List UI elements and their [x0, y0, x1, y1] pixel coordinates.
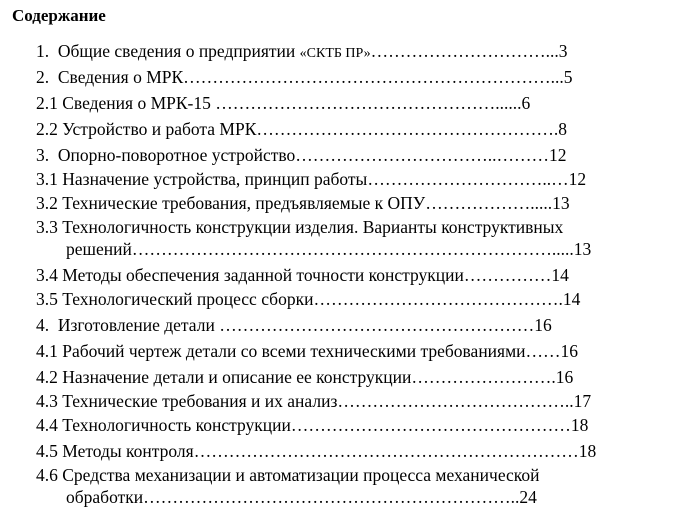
entry-title-continued: решений — [66, 239, 132, 259]
entry-page: ......6 — [495, 93, 531, 113]
entry-title: Назначение устройства, принцип работы — [62, 169, 368, 189]
entry-page: 16 — [555, 367, 574, 387]
entry-title: Опорно-поворотное устройство — [57, 145, 296, 165]
entry-page: 12 — [549, 145, 567, 165]
toc-entry[interactable] — [36, 288, 580, 310]
toc-entry[interactable] — [36, 314, 552, 336]
entry-number: 3.1 — [36, 169, 58, 189]
entry-number: 4.1 — [36, 341, 58, 361]
entry-dots: …………………………..… — [367, 169, 569, 189]
toc-heading: Содержание — [12, 6, 106, 25]
toc-entry[interactable] — [36, 66, 573, 88]
entry-title-special: «СКТБ ПР» — [299, 46, 371, 61]
entry-page: 17 — [573, 391, 592, 411]
toc-entry[interactable] — [36, 366, 573, 388]
entry-number: 4.5 — [36, 441, 58, 461]
toc-entry[interactable] — [36, 464, 540, 508]
toc-entry[interactable] — [36, 144, 567, 166]
entry-number: 4.6 — [36, 465, 58, 485]
entry-number: 4.3 — [36, 391, 58, 411]
entry-dots: ………………………………………… — [215, 93, 496, 113]
entry-dots: ………………………………………………………… — [193, 441, 579, 461]
toc-entry[interactable] — [36, 40, 568, 65]
entry-title: Назначение детали и описание ее конструкции — [62, 367, 412, 387]
entry-page: 18 — [570, 415, 589, 435]
entry-title: Общие сведения о предприятии — [57, 41, 300, 61]
entry-number: 2. — [36, 67, 50, 87]
toc-entry[interactable] — [36, 340, 578, 362]
entry-page: 24 — [519, 487, 537, 507]
entry-page: 13 — [573, 239, 592, 259]
entry-page: 14 — [551, 265, 569, 285]
entry-number: 2.2 — [36, 119, 58, 139]
toc-entry[interactable] — [36, 192, 570, 214]
entry-page: ..3 — [550, 41, 568, 61]
entry-title: Методы контроля — [62, 441, 194, 461]
entry-dots: ………………………………………………………. — [183, 67, 556, 87]
entry-dots: ……………………………………………………….. — [143, 487, 520, 507]
entry-title: Технологичность конструкции изделия. Варианты конструктивных — [62, 217, 564, 237]
toc-entry[interactable] — [36, 264, 569, 286]
entry-title-continued: обработки — [66, 487, 144, 507]
entry-page: 16 — [560, 341, 579, 361]
entry-dots: ………………………………………… — [290, 415, 571, 435]
entry-number: 4.4 — [36, 415, 58, 435]
entry-dots: …………………………. — [370, 41, 551, 61]
entry-title: Рабочий чертеж детали со всеми техническими требованиями — [62, 341, 526, 361]
toc-entry[interactable] — [36, 216, 591, 260]
entry-page: 13 — [552, 193, 570, 213]
entry-dots: ……………………………………………. — [256, 119, 559, 139]
entry-title: Технологичность конструкции — [62, 415, 291, 435]
toc-entry[interactable] — [36, 414, 588, 436]
entry-page: 14 — [562, 289, 581, 309]
entry-number: 3.3 — [36, 217, 58, 237]
entry-title: Средства механизации и автоматизации процесса механической — [62, 465, 540, 485]
entry-dots: ……………………………………. — [313, 289, 563, 309]
entry-number: 3. — [36, 145, 50, 165]
toc-entry[interactable] — [36, 390, 591, 412]
entry-dots: ………………………………………………………………..... — [131, 239, 574, 259]
entry-page: ..5 — [555, 67, 573, 87]
entry-dots: ……………………. — [411, 367, 556, 387]
entry-page: 18 — [578, 441, 597, 461]
entry-title: Технические требования и их анализ — [62, 391, 338, 411]
entry-dots: ………………..... — [425, 193, 553, 213]
entry-title: Изготовление детали — [57, 315, 220, 335]
toc-entry[interactable] — [36, 118, 567, 140]
entry-number: 4.2 — [36, 367, 58, 387]
toc-entry[interactable] — [36, 168, 586, 190]
entry-page: 8 — [558, 119, 567, 139]
entry-page: 12 — [568, 169, 587, 189]
entry-dots: …………… — [463, 265, 552, 285]
entry-title: Технологический процесс сборки — [62, 289, 314, 309]
entry-dots: ……………………………………………… — [219, 315, 535, 335]
entry-title: Технические требования, предъявляемые к ОПУ — [62, 193, 426, 213]
toc-entry[interactable] — [36, 440, 596, 462]
toc-entry[interactable] — [36, 92, 530, 114]
entry-dots: ………………………………….. — [337, 391, 574, 411]
entry-number: 3.5 — [36, 289, 58, 309]
entry-number: 3.2 — [36, 193, 58, 213]
entry-number: 2.1 — [36, 93, 58, 113]
entry-page: 16 — [534, 315, 552, 335]
entry-dots: ……………………………..……… — [295, 145, 550, 165]
entry-dots: …… — [525, 341, 561, 361]
entry-title: Методы обеспечения заданной точности конструкции — [62, 265, 464, 285]
entry-title: Сведения о МРК-15 — [62, 93, 216, 113]
entry-title: Сведения о МРК — [57, 67, 184, 87]
entry-number: 1. — [36, 41, 50, 61]
entry-number: 3.4 — [36, 265, 58, 285]
entry-title: Устройство и работа МРК — [62, 119, 257, 139]
entry-number: 4. — [36, 315, 50, 335]
